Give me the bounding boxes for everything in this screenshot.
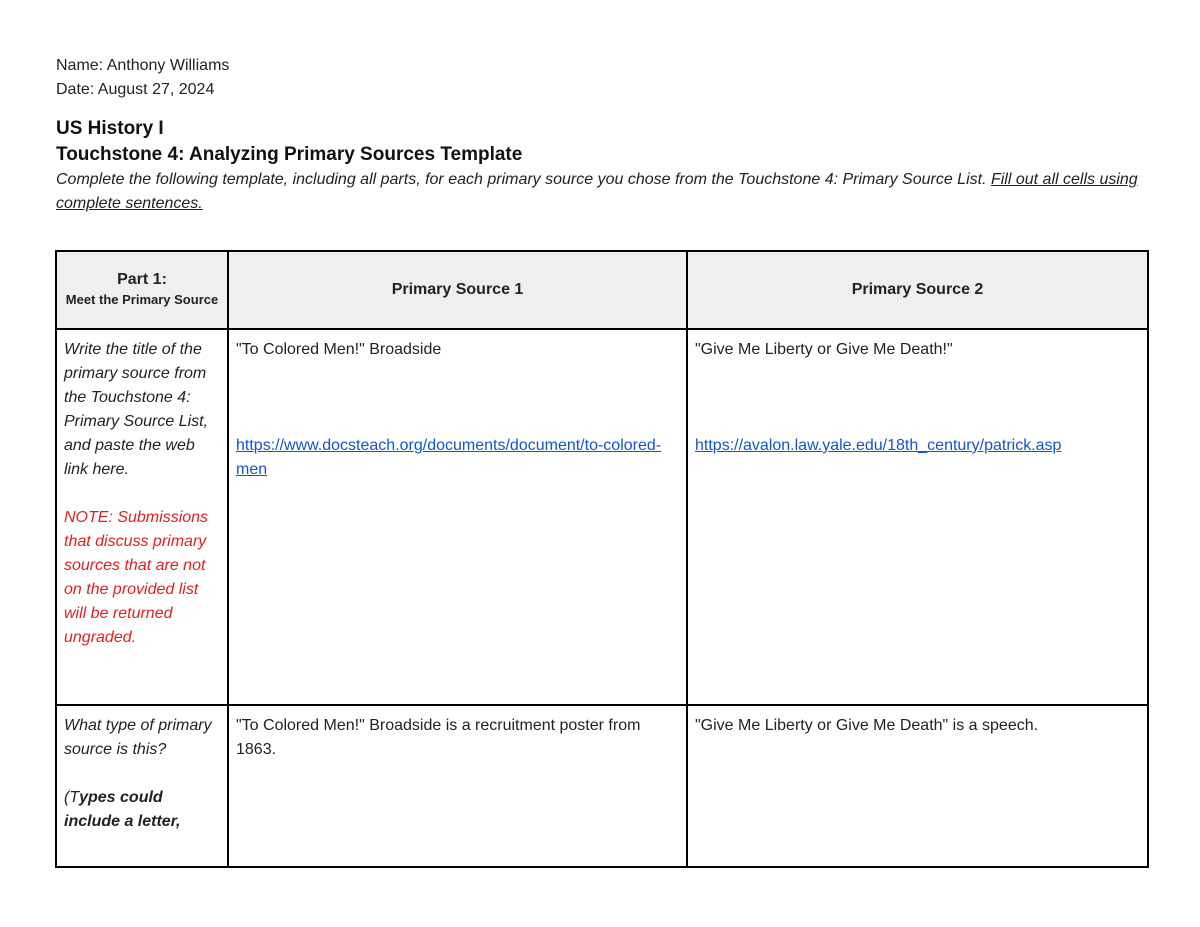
source1-title-cell[interactable] xyxy=(228,329,687,705)
source1-link[interactable]: https://www.docsteach.org/documents/document/to-colored-men xyxy=(236,437,662,478)
type-examples-lead: (T xyxy=(64,789,80,806)
part-subtitle: Meet the Primary Source xyxy=(65,292,219,307)
primary-source-1-header: Primary Source 1 xyxy=(228,251,687,329)
instructions xyxy=(56,168,1148,216)
submission-date: Date: August 27, 2024 xyxy=(56,81,215,98)
assignment-title: Touchstone 4: Analyzing Primary Sources Template xyxy=(56,144,523,165)
source2-title: "Give Me Liberty or Give Me Death!" xyxy=(695,341,953,358)
table-header-row xyxy=(56,251,1148,329)
source2-link[interactable]: https://avalon.law.yale.edu/18th_century/patrick.asp xyxy=(695,437,1062,454)
primary-source-table xyxy=(55,250,1149,868)
part-header-cell xyxy=(56,251,228,329)
table-row xyxy=(56,705,1148,867)
source1-type-answer: "To Colored Men!" Broadside is a recruitment poster from 1863. xyxy=(236,717,641,758)
type-examples xyxy=(64,786,220,834)
title-prompt: Write the title of the primary source from the Touchstone 4: Primary Source List, and paste the web link here. xyxy=(64,341,209,478)
source2-type-cell[interactable] xyxy=(687,705,1148,867)
source1-type-cell[interactable] xyxy=(228,705,687,867)
primary-source-2-header: Primary Source 2 xyxy=(687,251,1148,329)
student-name: Name: Anthony Williams xyxy=(56,57,230,74)
document-header xyxy=(56,54,1148,216)
type-prompt: What type of primary source is this? xyxy=(64,717,212,758)
prompt-cell xyxy=(56,329,228,705)
course-title: US History I xyxy=(56,118,164,139)
type-examples-bold: ypes could include a letter, xyxy=(64,789,181,830)
note-warning: NOTE: Submissions that discuss primary sources that are not on the provided list will be returned ungraded. xyxy=(64,509,209,646)
instructions-text: Complete the following template, including all parts, for each primary source you chose from the Touchstone 4: Primary Source List. xyxy=(56,171,991,188)
source1-title: "To Colored Men!" Broadside xyxy=(236,341,442,358)
table-row xyxy=(56,329,1148,705)
source2-type-answer: "Give Me Liberty or Give Me Death" is a speech. xyxy=(695,717,1039,734)
source2-title-cell[interactable] xyxy=(687,329,1148,705)
prompt-cell xyxy=(56,705,228,867)
part-title: Part 1: xyxy=(117,271,167,288)
instructions-underlined: Fill out all cells using complete sentences. xyxy=(56,171,1138,212)
